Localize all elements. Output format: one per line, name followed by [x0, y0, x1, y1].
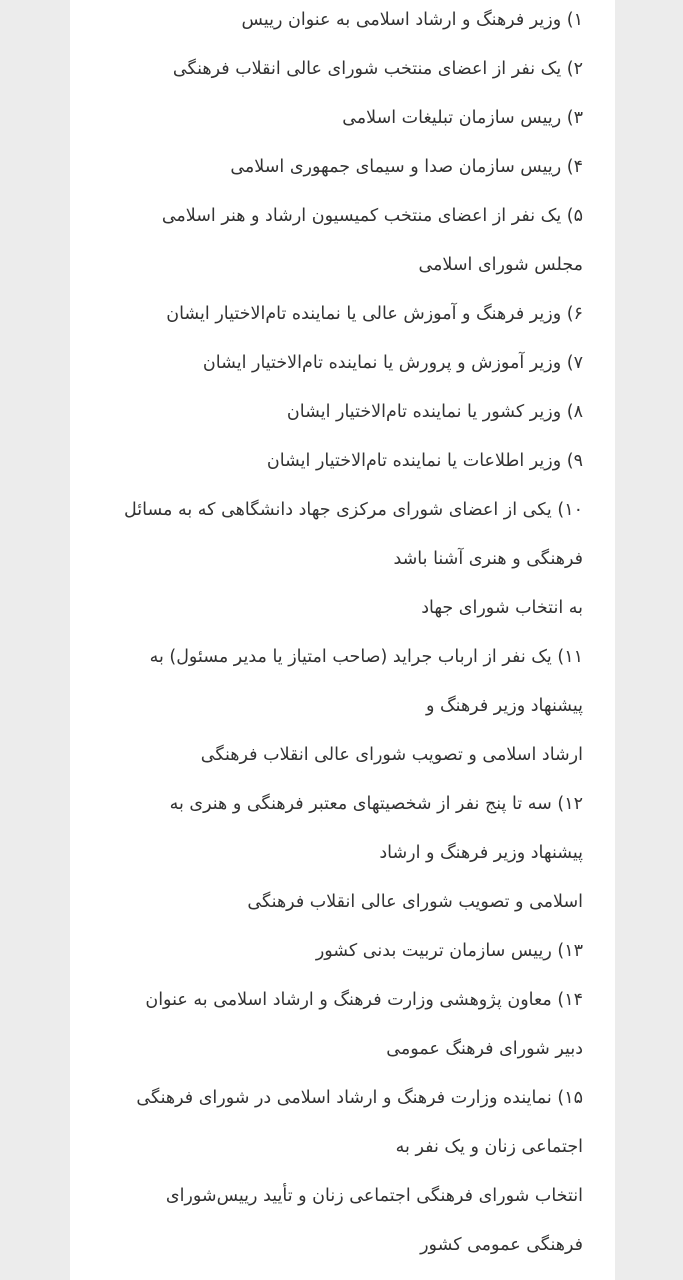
text-line: ۱۰) یکی از اعضای شورای مرکزی جهاد دانشگاهی که به مسائل [123, 500, 583, 520]
text-line: ۱) وزیر فرهنگ و ارشاد اسلامی به عنوان رییس [241, 10, 583, 30]
text-line: ۵) یک نفر از اعضای منتخب کمیسیون ارشاد و هنر اسلامی [161, 206, 583, 226]
document-page [70, 0, 615, 1280]
text-line: انتخاب شورای فرهنگی اجتماعی زنان و تأیید رییس‌شورای [165, 1186, 583, 1206]
text-line: اسلامی و تصویب شورای عالی انقلاب فرهنگی [247, 892, 583, 912]
text-line: ۹) وزیر اطلاعات یا نماینده تام‌الاختیار ایشان [266, 451, 583, 471]
member-list [63, 0, 583, 1274]
text-line: ۸) وزیر کشور یا نماینده تام‌الاختیار ایشان [286, 402, 583, 422]
text-line: اجتماعی زنان و یک نفر به [395, 1137, 583, 1157]
text-line: به انتخاب شورای جهاد [421, 598, 583, 618]
text-line: ۶) وزیر فرهنگ و آموزش عالی یا نماینده تام‌الاختیار ایشان [166, 304, 583, 324]
text-line: ۱۳) رییس سازمان تربیت بدنی کشور [315, 941, 583, 961]
text-line: ۱۵) نماینده وزارت فرهنگ و ارشاد اسلامی در شورای فرهنگی [136, 1088, 583, 1108]
text-line: ۲) یک نفر از اعضای منتخب شورای عالی انقلاب فرهنگی [172, 59, 583, 79]
text-line: ۱۱) یک نفر از ارباب جراید (صاحب امتیاز یا مدیر مسئول) به [149, 647, 583, 667]
text-line: پیشنهاد وزیر فرهنگ و [426, 696, 583, 716]
text-line: ۳) رییس سازمان تبلیغات اسلامی [342, 108, 583, 128]
text-line: دبیر شورای فرهنگ عمومی [386, 1039, 583, 1059]
text-line: پیشنهاد وزیر فرهنگ و ارشاد [379, 843, 583, 863]
text-line: ۱۲) سه تا پنج نفر از شخصیتهای معتبر فرهنگی و هنری به [169, 794, 583, 814]
text-line: ۱۴) معاون پژوهشی وزارت فرهنگ و ارشاد اسلامی به عنوان [145, 990, 583, 1010]
text-line: فرهنگی عمومی کشور [420, 1235, 583, 1255]
text-line: ۴) رییس سازمان صدا و سیمای جمهوری اسلامی [230, 157, 583, 177]
text-line: مجلس شورای اسلامی [418, 255, 583, 275]
text-line: ارشاد اسلامی و تصویب شورای عالی انقلاب فرهنگی [200, 745, 583, 765]
text-line: ۷) وزیر آموزش و پرورش یا نماینده تام‌الاختیار ایشان [202, 353, 583, 373]
text-line: فرهنگی و هنری آشنا باشد [393, 549, 583, 569]
